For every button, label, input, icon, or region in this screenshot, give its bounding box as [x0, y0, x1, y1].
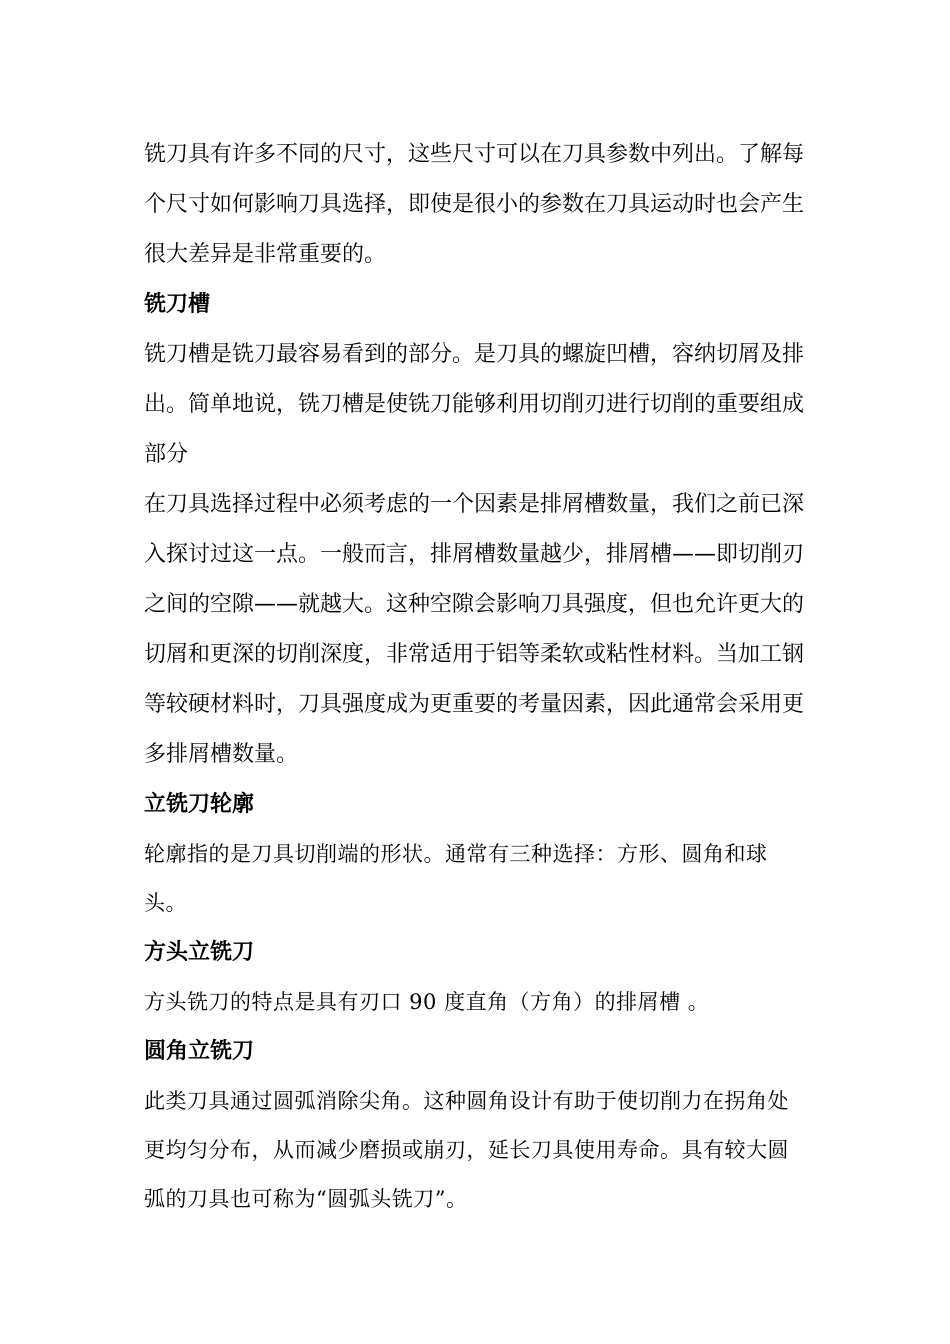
- flute-paragraph-1: 铣刀槽是铣刀最容易看到的部分。是刀具的螺旋凹槽，容纳切屑及排出。简单地说，铣刀槽是使铣刀能够利用切削刃进行切削的重要组成部分: [144, 342, 805, 467]
- profile-heading: 立铣刀轮廓: [144, 792, 255, 817]
- corner-radius-heading: 圆角立铣刀: [144, 1039, 255, 1064]
- flute-paragraph-2: 在刀具选择过程中必须考虑的一个因素是排屑槽数量，我们之前已深入探讨过这一点。一般而言，排屑槽数量越少，排屑槽——即切削刃之间的空隙——就越大。这种空隙会影响刀具强度，但也允许更大的切屑和更深的切削深度，非常适用于铝等柔软或粘性材料。当加工钢等较硬材料时，刀具强度成为更重要的考量因素，因此通常会采用更多排屑槽数量。: [144, 492, 805, 767]
- corner-radius-paragraph: 此类刀具通过圆弧消除尖角。这种圆角设计有助于使切削力在拐角处更均匀分布，从而减少磨损或崩刃，延长刀具使用寿命。具有较大圆弧的刀具也可称为“圆弧头铣刀”。: [144, 1089, 789, 1211]
- square-end-mill-paragraph: 方头铣刀的特点是具有刃口 90 度直角（方角）的排屑槽 。: [144, 990, 710, 1014]
- profile-paragraph: 轮廓指的是刀具切削端的形状。通常有三种选择：方形、圆角和球头。: [144, 842, 768, 915]
- intro-paragraph: 铣刀具有许多不同的尺寸，这些尺寸可以在刀具参数中列出。了解每个尺寸如何影响刀具选择，即使是很小的参数在刀具运动时也会产生很大差异是非常重要的。: [144, 142, 805, 267]
- document-page: [144, 130, 809, 1224]
- square-end-mill-heading: 方头立铣刀: [144, 940, 255, 965]
- flute-heading: 铣刀槽: [144, 292, 211, 317]
